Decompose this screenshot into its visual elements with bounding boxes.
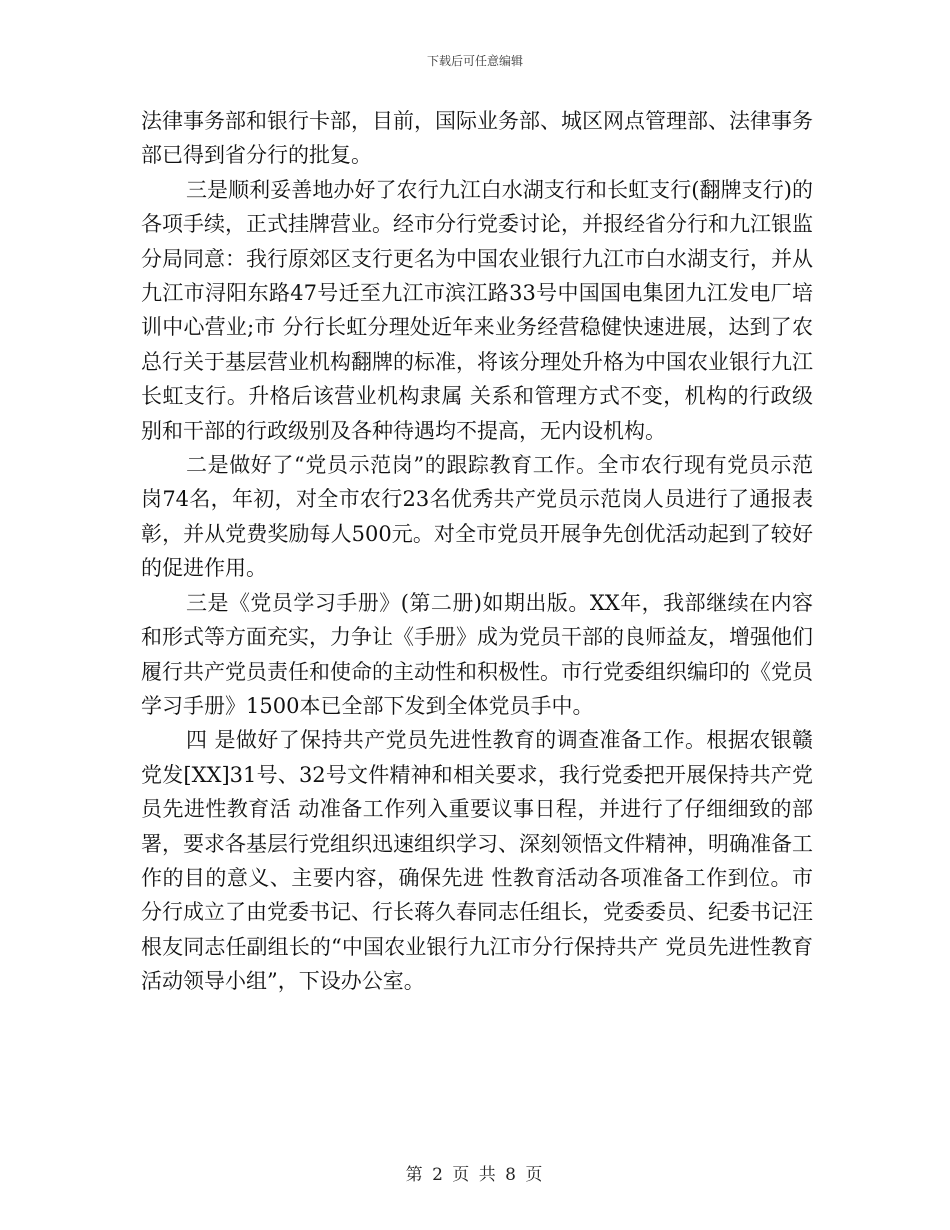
paragraph-education-preparation: 四 是做好了保持共产党员先进性教育的调查准备工作。根据农银赣党发[XX]31号、32号文件精神和相关要求，我行党委把开展保持共产党员先进性教育活 动准备工作列入重要议事日程，并进行了仔细细致的部署，要求各基层行党组织迅速组织学习、深刻领悟文件精神，明确准备工作的目的意义、主要内容，确保先进 性教育活动各项准备工作到位。市分行成立了由党委书记、行长蒋久春同志任组长，党委委员、纪委书记汪根友同志任副组长的“中国农业银行九江市分行保持共产 党员先进性教育活动领导小组”，下设办公室。 — [141, 728, 813, 994]
page-number: 第 2 页 共 8 页 — [405, 1165, 545, 1185]
paragraph-continuation: 法律事务部和银行卡部，目前，国际业务部、城区网点管理部、法律事务部已得到省分行的批复。 — [141, 109, 813, 168]
page-header: 下载后可任意编辑 — [426, 54, 523, 68]
paragraph-model-post: 二是做好了“党员示范岗”的跟踪教育工作。全市农行现有党员示范岗74名，年初，对全市农行23名优秀共产党员示范岗人员进行了通报表彰，并从党费奖励每人500元。对全市党员开展争先创优活动起到了较好的促进作用。 — [141, 453, 813, 581]
document-body — [141, 104, 813, 999]
paragraph-handbook: 三是《党员学习手册》(第二册)如期出版。XX年，我部继续在内容和形式等方面充实，力争让《手册》成为党员干部的良师益友，增强他们履行共产党员责任和使命的主动性和积极性。市行党委组织编印的《党员学习手册》1500本已全部下发到全体党员手中。 — [141, 590, 813, 718]
paragraph-branch-renaming: 三是顺利妥善地办好了农行九江白水湖支行和长虹支行(翻牌支行)的各项手续，正式挂牌营业。经市分行党委讨论，并报经省分行和九江银监 分局同意：我行原郊区支行更名为中国农业银行九江市白水湖支行，并从九江市浔阳东路47号迁至九江市滨江路33号中国国电集团九江发电厂培训中心营业;市 分行长虹分理处近年来业务经营稳健快速进展，达到了农总行关于基层营业机构翻牌的标准，将该分理处升格为中国农业银行九江长虹支行。升格后该营业机构隶属 关系和管理方式不变，机构的行政级别和干部的行政级别及各种待遇均不提高，无内设机构。 — [141, 177, 813, 443]
